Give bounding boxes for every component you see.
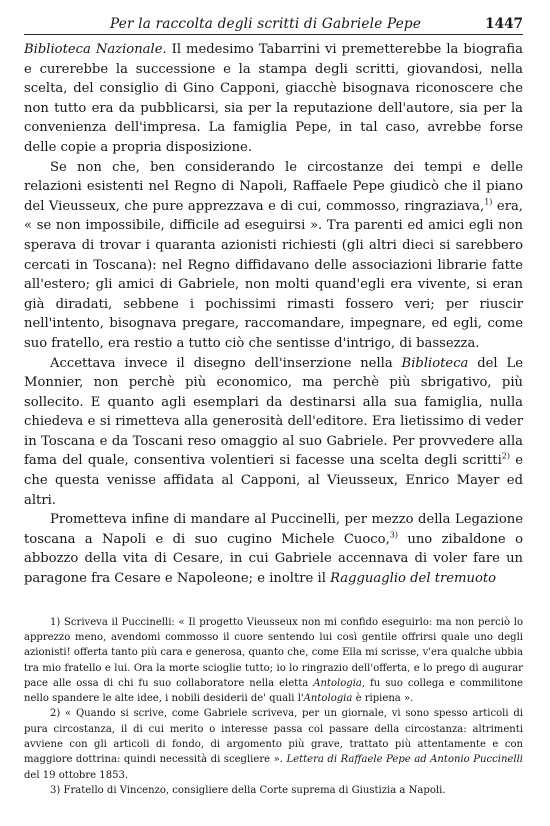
footnote-text: « Quando si scrive, come Gabriele scriveva, per un giornale, vi sono spesso articoli di pura circostanza, il di cui merito o interesse passa col passare della circostanza: altrimenti avviene con gli articoli di fondo, di argomento più grave, trattato più attentamente e con maggiore dottrina: quindi necessità di scegliere ». (24, 708, 523, 766)
italic-text: Biblioteca Nazionale. (24, 42, 167, 57)
paragraph (24, 158, 523, 354)
italic-text: Lettera di Raffaele Pepe ad Antonio Puccinelli (286, 754, 523, 766)
italic-text: Antologia (313, 677, 362, 689)
footnote-ref[interactable]: 3) (389, 530, 398, 540)
running-title: Per la raccolta degli scritti di Gabriele Pepe (110, 16, 422, 32)
footnote-mark: 3) (50, 784, 61, 796)
footnote-ref[interactable]: 1) (484, 197, 493, 207)
paragraph-text: era, « se non impossibile, difficile ad eseguirsi ». Tra parenti ed amici egli non sperava di trovar i quaranta azionisti richiesti (gli altri dieci si sarebbero cercati in Toscana): nel Regno diffidavano delle associazioni librarie fatte all'estero; gli amici di Gabriele, non molti quand'egli era vivente, si eran già diradati, sebbene i pochissimi rimasti fossero veri; per riuscir nell'intento, bisognava pregare, raccomandare, impegnare, ed egli, come suo fratello, era restio a tutto ciò che sentisse d'intrigo, di bassezza. (24, 198, 523, 351)
paragraph (24, 354, 523, 511)
running-header (24, 12, 523, 35)
footnote (24, 615, 523, 707)
paragraph-text: Accettava invece il disegno dell'inserzione nella (50, 355, 402, 371)
footnote (24, 706, 523, 782)
main-text (24, 40, 523, 589)
paragraph-text: Se non che, ben considerando le circostanze dei tempi e delle relazioni esistenti nel Regno di Napoli, Raffaele Pepe giudicò che il piano del Vieusseux, che pure apprezzava e di cui, commosso, ringraziava, (24, 159, 523, 214)
paragraph (24, 40, 523, 158)
footnote-mark: 2) (50, 708, 61, 720)
italic-text: Ragguaglio del tremuoto (330, 571, 497, 587)
footnote-text: Fratello di Vincenzo, consigliere della Corte suprema di Giustizia a Napoli. (60, 784, 446, 796)
paragraph-text: uno zibaldone o abbozzo della vita di Cesare, in cui Gabriele accennava di voler fare un paragone fra Cesare e Napoleone; e inoltre il (24, 531, 523, 587)
paragraph (24, 510, 523, 588)
footnote-mark: 1) (50, 616, 61, 628)
footnote-ref[interactable]: 2) (501, 452, 510, 462)
italic-text: Biblioteca (401, 355, 469, 371)
italic-text: Antologia (303, 693, 353, 705)
paragraph-text: Prometteva infine di mandare al Puccinelli, per mezzo della Legazione toscana a Napoli e di suo cugino Michele Cuoco, (24, 512, 523, 547)
paragraph-text: e che questa venisse affidata al Capponi, al Vieusseux, Enrico Mayer ed altri. (24, 453, 523, 508)
footnote (24, 783, 523, 798)
paragraph-text: Il medesimo Tabarrini vi premetterebbe la biografia e curerebbe la successione e la stampa degli scritti, giovandosi, nella scelta, del consiglio di Gino Capponi, giacchè bisognava riconoscere che non tutto era da pubblicarsi, sia per la reputazione dell'autore, sia per la convenienza dell'impresa. La famiglia Pepe, in tal caso, avrebbe forse delle copie a propria disposizione. (24, 42, 523, 155)
footnote-text: del 19 ottobre 1853. (24, 769, 129, 781)
page-number: 1447 (485, 16, 523, 32)
footnote-text: Scriveva il Puccinelli: « Il progetto Vieusseux non mi confido eseguirlo: ma non perciò lo apprezzo meno, avendomi commosso il cuore sentendo lui così gentile offrirsi quale uno degli azionisti! offerta tanto più cara e generosa, quanto che, come Ella mi scrisse, v'era qualche ubbia tra mio fratello e lui. Ora la morte scioglie tutto; io lo ringrazio dell'offerta, e lo prego di augurar pace alle ossa di chi fu suo collaboratore nella eletta (24, 616, 523, 689)
footnotes (24, 615, 523, 799)
paragraph-text: del Le Monnier, non perchè più economico, ma perchè più sbrigativo, più sollecito. E quanto agli esemplari da destinarsi alla sua famiglia, nulla chiedeva e si rimetteva alla generosità dell'editore. Era lietissimo di veder in Toscana e da Toscani reso omaggio al suo Gabriele. Per provvedere alla fama del quale, consentiva volentieri si facesse una scelta degli scritti (24, 355, 523, 469)
footnote-text: è ripiena ». (352, 693, 414, 705)
footnote-text: , fu suo collega e commilitone nello spandere le alte idee, i nobili desiderii de' quali l' (24, 677, 523, 705)
